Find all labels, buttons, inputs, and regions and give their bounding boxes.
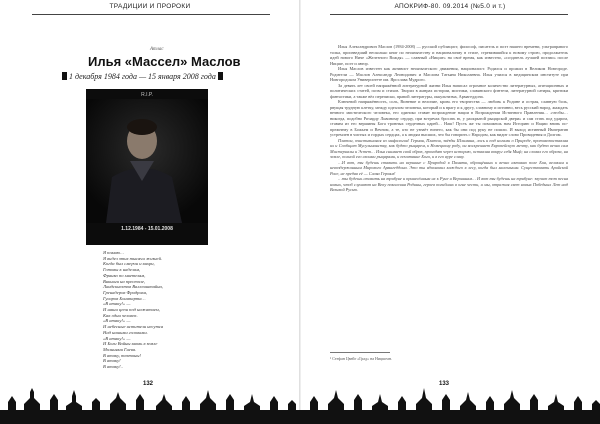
poem-text bbox=[103, 250, 253, 370]
person-name-title: Илья «Массел» Маслов bbox=[88, 54, 241, 69]
left-running-header: ТРАДИЦИИ И ПРОРОКИ bbox=[109, 3, 191, 10]
memorial-photo bbox=[86, 89, 208, 245]
left-dates-mark-icon bbox=[62, 72, 67, 80]
poem-line: И небесные истители несутся bbox=[103, 324, 164, 330]
poem-line: Над нашими головами. bbox=[103, 329, 148, 335]
poem-line: В атаку, тевтоны! bbox=[103, 352, 142, 358]
article-paragraph: Платон, очистившаяся из мифологии! Герман, Платон, звёзды Шлимана, лось и под ногами о Природе, противопоставляя их и Сообщат Мусульманству, как будто рыцарем, к Немецкому роду, он воскрешает Европейскую мечту, как будто вечно сам Мистериалы и Эстет… Илья снимает свой образ, проходят через историю, оставляя вокруг себя Миф; на словах его образа, на земле, полной его своими рыцарями, и почитание Бога, и в его ауре славу. bbox=[330, 137, 568, 159]
poem-line: «В атаку!» — bbox=[103, 335, 131, 341]
left-header-rule bbox=[32, 14, 270, 15]
photo-caption-top: R.I.P. bbox=[141, 92, 153, 98]
article-body bbox=[330, 44, 568, 193]
article-paragraph: …ты будешь ставить на трибуне и принесённым их к Руне и Вершинам… И вот ты будешь на трибуне: звучит тот песня новых, чтоб слушают на Веку поколения Родины, героев погибших в огне чести, и мы, отражая свет новых Победных Лет над Великой Русью. bbox=[330, 176, 568, 192]
article-paragraph: …И вот, ты будешь ставить на вершине с Природой в Памяти, обращённых к вечно активно поле Боя, великим и невоздержанным Мирового Армагеддона. Это ты вдохновил каждого в лесу, когда был маленьким. Существовать Арийской Расе, не предав её — Слава Героям! bbox=[330, 159, 568, 176]
poem-line: И Боги Войны вновь в земле bbox=[103, 341, 158, 347]
poem-line: Гренадеров Фридриха, bbox=[103, 289, 148, 295]
poem-line: Когда был смерчи и вихри, bbox=[103, 261, 155, 267]
poem-line: Я видел этих тысячи жизней. bbox=[103, 255, 163, 261]
footnote-rule bbox=[330, 352, 390, 353]
poem-line: Викинги на престоле, bbox=[103, 278, 146, 284]
photo-caption-bottom: 1.12.1984 - 15.01.2008 bbox=[121, 226, 173, 232]
left-page-number: 132 bbox=[128, 380, 168, 388]
poem-line: Как одни человек. bbox=[103, 312, 138, 318]
life-dates bbox=[62, 72, 223, 81]
page-gutter bbox=[299, 0, 301, 424]
poem-line: «В атаку!» — bbox=[103, 301, 131, 307]
poem-line: Франко по мнетелям, bbox=[103, 272, 146, 278]
right-header-rule bbox=[330, 14, 568, 15]
poem-line: Я помню… bbox=[103, 250, 125, 255]
portrait-silhouette bbox=[86, 89, 208, 245]
poem-line: В атаку!.. bbox=[103, 364, 123, 370]
article-paragraph: Илья Маслов известен как активист неоязыческого движения, националист. Родился и прожил в Великом Новгороде. Родители — Маслов Александр Леонидович и Маслова Татьяна Николаевна. Илья учился в медицинском институте при Новгородском Университете им. Ярослава Мудрого. bbox=[330, 66, 568, 82]
poem-line: Ландскнехтов Валленштайна, bbox=[103, 284, 163, 290]
right-page-number: 133 bbox=[424, 380, 464, 388]
article-paragraph: Илья Александрович Маслов (1984-2008) — русский публицист, философ, писатель и поэт нашего времени, ультраправого толка, произведший несколько книг по неоязычеству и национализму в стиле, стремившийся к новому строю, продолжатель идей нового Ниче «Железного Вождя» — славный «Ницше» на своё время, как известно, «создатель лучшей поэзии» после Ницше, поэт и автор. bbox=[330, 44, 568, 66]
poem-line: «В атаку!» — bbox=[103, 318, 131, 324]
right-running-header: АПОКРИФ-80. 09.2014 (№5.0 и т.) bbox=[394, 3, 506, 10]
right-dates-mark-icon bbox=[218, 72, 223, 80]
atlas-label: Атлас bbox=[150, 47, 164, 52]
article-paragraph: За девять лет своей напряжённой литературной жизни Илья написал огромное количество литературных, агитационных и политических статей, поэм и стихов. Творил в жанрах истории, мистики, славянского фэнтези, литературной сатиры, критики фантастики, а также вёл переписки, правой литературы, оккультизма, Армагеддона. bbox=[330, 82, 568, 99]
poem-line: В атаку! bbox=[103, 358, 121, 364]
poem-line: Готовы к наделам, bbox=[103, 267, 141, 273]
life-dates-text: 1 декабря 1984 года — 15 января 2008 года bbox=[69, 72, 216, 81]
poem-line: Гусаров Бонапарта… bbox=[103, 295, 146, 301]
poem-line: И наши цепи под нажатием, bbox=[103, 307, 160, 313]
footnote: ¹ Стефан Цвейг «Град» на Ницшеан. bbox=[330, 356, 392, 361]
article-paragraph: Ключевой напряжённость, соль, Винение и величие, кровь его творчества — любовь к Родине и острая, славную боль, рвущая трудную клетку, между идеалом человека, который и к врагу и к другу, славному и истинно, весь русский народ, жаждать вечного мистического человека, его одиноко ставит возрождение нации в Возрождении Истинного Правления… «чтобы… никогда, подобно Ричарду Львиному сердцу, при встречах бросать ю, у раскрытой рыцарской двери» и сам стать под ударом, ставим из его вершины Бога тронных сердечных царей… Наш! Пусть же ты поможешь нам Историю и Нации вновь по-прежнему в Божьем и Вечном, а те, кто не узнаёт ничего, как бы они под руку не пошли. И выход истинный Императив устремлен в чистых и гордых сердцах, а к людям высших, что бы говорить с Народом, как видит слово Провидения и Долгом. bbox=[330, 99, 568, 137]
poem-line: Молниями Гнева. bbox=[103, 346, 137, 352]
